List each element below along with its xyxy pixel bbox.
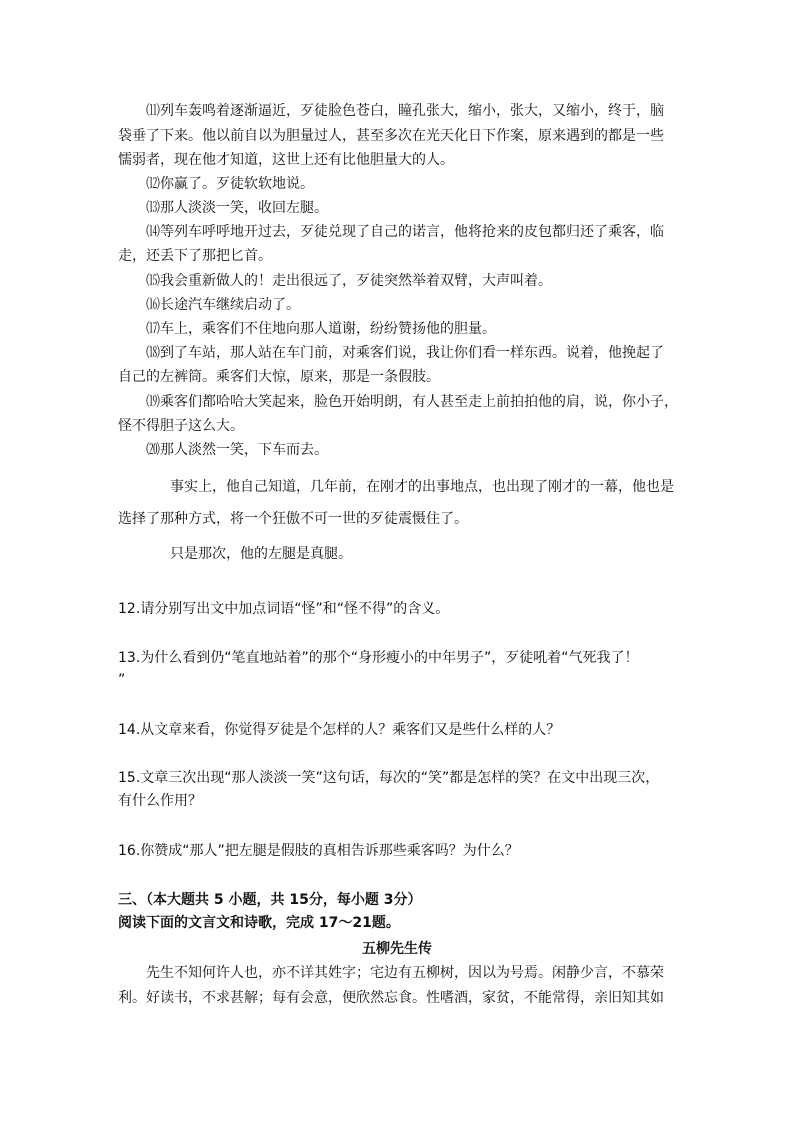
section-3-instruction: 阅读下面的文言文和诗歌，完成 17～21题。	[118, 915, 400, 931]
question-13-line-2: ”	[118, 672, 126, 688]
question-16: 16.你赞成“那人”把左腿是假肢的真相告诉那些乘客吗？为什么？	[118, 843, 519, 859]
story-paragraph-18-line-2: 自己的左裤筒。乘客们大惊，原来，那是一条假肢。	[118, 369, 440, 385]
story-paragraph-15: ⒂我会重新做人的！走出很远了，歹徒突然举着双臂，大声叫着。	[146, 273, 552, 289]
story-ending-line-2: 选择了那种方式，将一个狂傲不可一世的歹徒震慑住了。	[118, 511, 468, 527]
question-15-line-1: 15.文章三次出现“那人淡淡一笑”这句话，每次的“笑”都是怎样的笑？在文中出现三次，	[118, 770, 660, 786]
story-paragraph-20: ⒇那人淡然一笑，下车而去。	[146, 442, 328, 458]
story-paragraph-14-line-2: 走，还丢下了那把匕首。	[118, 248, 272, 264]
story-paragraph-11-line-2: 袋垂了下来。他以前自以为胆量过人，甚至多次在光天化日下作案，原来遇到的都是一些	[118, 128, 664, 144]
question-14: 14.从文章来看，你觉得歹徒是个怎样的人？乘客们又是些什么样的人？	[118, 722, 561, 738]
story-ending-line-1: 事实上，他自己知道，几年前，在刚才的出事地点，也出现了刚才的一幕，他也是	[170, 479, 674, 495]
question-15-line-2: 有什么作用？	[118, 793, 202, 809]
question-13-line-1: 13.为什么看到仍“笔直地站着”的那个“身形瘦小的中年男子”，歹徒吼着“气死我了！	[118, 650, 639, 666]
section-3-header: 三、（本大题共 5 小题，共 15分，每小题 3分）	[118, 892, 422, 908]
story-paragraph-16: ⒃长途汽车继续启动了。	[146, 297, 300, 313]
story-paragraph-12: ⑿你赢了。歹徒软软地说。	[146, 176, 314, 192]
story-paragraph-11-line-3: 懦弱者，现在他才知道，这世上还有比他胆量大的人。	[118, 152, 454, 168]
story-paragraph-11-line-1: ⑾列车轰鸣着逐渐逼近，歹徒脸色苍白，瞳孔张大，缩小，张大，又缩小，终于，脑	[146, 103, 664, 119]
story-paragraph-13: ⒀那人淡淡一笑，收回左腿。	[146, 200, 328, 216]
classical-text-line-1: 先生不知何许人也，亦不详其姓字；宅边有五柳树，因以为号焉。闲静少言，不慕荣	[146, 965, 664, 981]
story-ending-line-3: 只是那次，他的左腿是真腿。	[170, 546, 352, 562]
story-paragraph-18-line-1: ⒅到了车站，那人站在车门前，对乘客们说，我让你们看一样东西。说着，他挽起了	[146, 345, 664, 361]
story-paragraph-19-line-1: ⒆乘客们都哈哈大笑起来，脸色开始明朗，有人甚至走上前拍拍他的肩，说，你小子，	[146, 394, 678, 410]
story-paragraph-17: ⒄车上，乘客们不住地向那人道谢，纷纷赞扬他的胆量。	[146, 321, 496, 337]
classical-text-line-2: 利。好读书，不求甚解；每有会意，便欣然忘食。性嗜酒，家贫，不能常得，亲旧知其如	[118, 990, 664, 1006]
question-12: 12.请分别写出文中加点词语“怪”和“怪不得”的含义。	[118, 601, 450, 617]
story-paragraph-19-line-2: 怪不得胆子这么大。	[118, 418, 244, 434]
story-paragraph-14-line-1: ⒁等列车呼呼地开过去，歹徒兑现了自己的诺言，他将抢来的皮包都归还了乘客，临	[146, 224, 664, 240]
classical-text-title: 五柳先生传	[362, 941, 432, 957]
